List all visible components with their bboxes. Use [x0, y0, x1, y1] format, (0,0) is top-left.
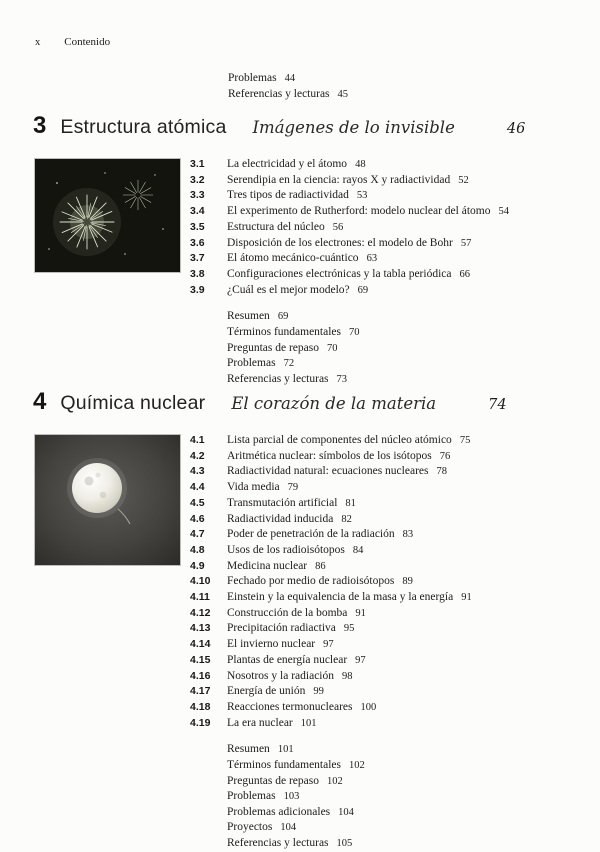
section-number: 4.9	[190, 559, 205, 572]
page-folio: x	[35, 37, 41, 48]
continuation-page-number: 44	[284, 73, 296, 84]
section-title: Precipitación radiactiva	[227, 622, 336, 635]
chapter-subtitle: Imágenes de lo invisible	[252, 118, 455, 137]
section-page-number: 54	[498, 206, 509, 218]
endmatter-page-number: 73	[336, 373, 348, 385]
section-title: Radiactividad natural: ecuaciones nucleares	[227, 465, 429, 478]
previous-chapter-continuation	[228, 71, 348, 102]
toc-section-row	[190, 606, 600, 622]
endmatter-label: Referencias y lecturas	[227, 836, 329, 849]
chapter-4-block	[0, 388, 600, 852]
toc-section-row	[190, 621, 600, 637]
section-page-number: 95	[343, 623, 355, 635]
section-title: El átomo mecánico-cuántico	[227, 252, 359, 265]
section-title: Usos de los radioisótopos	[227, 543, 345, 556]
section-number: 4.14	[190, 638, 211, 651]
moon-photo	[35, 435, 180, 565]
endmatter-row	[227, 325, 600, 341]
endmatter-row	[227, 805, 600, 821]
endmatter-row	[227, 789, 600, 805]
section-number: 4.6	[190, 512, 205, 525]
toc-section-row	[190, 433, 600, 449]
section-number: 4.10	[190, 575, 211, 588]
section-page-number: 69	[357, 284, 369, 296]
continuation-row	[228, 87, 348, 103]
endmatter-label: Resumen	[227, 743, 270, 756]
endmatter-page-number: 69	[277, 311, 289, 323]
endmatter-row	[227, 341, 600, 357]
endmatter-label: Términos fundamentales	[227, 325, 342, 338]
section-page-number: 48	[355, 159, 366, 170]
continuation-label: Problemas	[228, 72, 277, 84]
section-number: 3.6	[190, 236, 205, 249]
chapter-page-number: 74	[488, 397, 507, 413]
section-page-number: 83	[402, 529, 414, 541]
section-title: Estructura del núcleo	[227, 220, 325, 233]
section-page-number: 91	[355, 607, 366, 619]
contents-header: Contenido	[64, 36, 111, 48]
section-title: Transmutación artificial	[227, 496, 338, 509]
toc-section-row	[190, 669, 600, 685]
section-page-number: 63	[366, 253, 378, 265]
endmatter-page-number: 70	[349, 326, 360, 338]
chapter-heading	[33, 388, 600, 416]
section-page-number: 101	[300, 717, 317, 729]
toc-section-row	[190, 449, 600, 465]
section-page-number: 97	[355, 654, 366, 666]
section-title: El invierno nuclear	[227, 638, 316, 651]
section-number: 4.4	[190, 481, 205, 494]
toc-section-row	[190, 188, 600, 204]
section-number: 3.3	[190, 189, 205, 202]
section-number: 3.8	[190, 267, 205, 280]
toc-section-row	[190, 236, 600, 252]
toc-section-row	[190, 173, 600, 189]
section-number: 4.7	[190, 528, 205, 541]
section-page-number: 91	[461, 592, 472, 604]
section-page-number: 57	[460, 237, 472, 249]
endmatter-label: Preguntas de repaso	[227, 341, 319, 354]
section-page-number: 75	[459, 435, 471, 446]
toc-section-row	[190, 716, 600, 732]
section-title: Vida media	[227, 481, 280, 494]
section-title: Aritmética nuclear: símbolos de los isótopos	[227, 449, 432, 462]
section-number: 4.12	[190, 606, 211, 619]
section-page-number: 97	[323, 639, 334, 651]
endmatter-page-number: 102	[326, 775, 343, 787]
section-page-number: 89	[402, 576, 413, 588]
chapter-page-number: 46	[506, 121, 526, 137]
endmatter-label: Problemas	[227, 357, 276, 370]
section-title: Plantas de energía nuclear	[227, 653, 348, 666]
toc-section-row	[190, 527, 600, 543]
section-title: Radiactividad inducida	[227, 512, 334, 525]
section-title: Tres tipos de radiactividad	[227, 189, 349, 202]
toc-section-row	[190, 700, 600, 716]
section-page-number: 56	[332, 221, 344, 233]
toc-section-row	[190, 543, 600, 559]
endmatter-label: Preguntas de repaso	[227, 774, 319, 787]
toc-section-row	[190, 251, 600, 267]
section-title: La electricidad y el átomo	[227, 158, 348, 170]
endmatter-page-number: 104	[280, 822, 297, 834]
toc-section-row	[190, 204, 600, 220]
section-number: 4.5	[190, 496, 205, 509]
section-number: 4.11	[190, 591, 210, 604]
endmatter-label: Proyectos	[227, 821, 273, 834]
endmatter-row	[227, 356, 600, 372]
chapter-3-endmatter	[227, 309, 600, 387]
toc-section-row	[190, 512, 600, 528]
section-number: 3.4	[190, 205, 205, 218]
section-number: 3.9	[190, 283, 205, 296]
endmatter-row	[227, 836, 600, 852]
toc-section-row	[190, 464, 600, 480]
section-title: Medicina nuclear	[227, 559, 308, 572]
section-number: 4.8	[190, 543, 205, 556]
section-title: El experimento de Rutherford: modelo nuclear del átomo	[227, 205, 491, 218]
section-page-number: 76	[439, 450, 451, 462]
endmatter-page-number: 72	[283, 358, 295, 370]
fireworks-photo	[35, 159, 180, 272]
section-page-number: 100	[360, 701, 377, 713]
endmatter-page-number: 102	[349, 759, 365, 771]
section-title: La era nuclear	[227, 716, 293, 729]
section-page-number: 79	[287, 482, 299, 494]
section-title: ¿Cuál es el mejor modelo?	[227, 283, 350, 296]
toc-section-row	[190, 157, 600, 173]
chapter-title: Estructura atómica	[60, 116, 227, 138]
chapter-body	[0, 433, 600, 852]
section-page-number: 99	[313, 686, 324, 698]
chapter-4-endmatter	[227, 742, 600, 851]
section-number: 4.13	[190, 622, 211, 635]
chapter-subtitle: El corazón de la materia	[231, 394, 437, 413]
section-title: Disposición de los electrones: el modelo de Bohr	[227, 236, 453, 249]
toc-section-row	[190, 574, 600, 590]
section-number: 3.1	[190, 158, 205, 170]
section-title: Nosotros y la radiación	[227, 669, 334, 682]
section-page-number: 98	[342, 670, 353, 682]
chapter-title: Química nuclear	[60, 392, 206, 414]
endmatter-label: Resumen	[227, 310, 270, 323]
toc-section-row	[190, 637, 600, 653]
endmatter-page-number: 105	[336, 837, 353, 849]
section-title: Serendipia en la ciencia: rayos X y radiactividad	[227, 173, 451, 186]
section-number: 4.1	[190, 434, 205, 446]
section-title: Energía de unión	[227, 685, 306, 698]
continuation-row	[228, 71, 348, 87]
chapter-heading	[33, 112, 600, 140]
running-head	[35, 36, 110, 48]
section-title: Reacciones termonucleares	[227, 700, 353, 713]
endmatter-page-number: 101	[277, 744, 294, 756]
endmatter-row	[227, 309, 600, 325]
toc-section-row	[190, 267, 600, 283]
endmatter-label: Problemas adicionales	[227, 805, 331, 818]
section-page-number: 86	[315, 560, 326, 572]
section-number: 4.16	[190, 669, 211, 682]
section-title: Construcción de la bomba	[227, 606, 348, 619]
endmatter-row	[227, 820, 600, 836]
section-number: 4.19	[190, 716, 211, 729]
toc-section-row	[190, 653, 600, 669]
endmatter-label: Términos fundamentales	[227, 758, 342, 771]
section-page-number: 81	[345, 497, 356, 509]
chapter-number: 3	[33, 112, 47, 139]
section-title: Einstein y la equivalencia de la masa y la energía	[227, 591, 454, 604]
toc-section-row	[190, 496, 600, 512]
section-page-number: 53	[356, 190, 368, 202]
endmatter-row	[227, 742, 600, 758]
section-number: 4.15	[190, 653, 211, 666]
section-title: Configuraciones electrónicas y la tabla periódica	[227, 267, 452, 280]
section-page-number: 66	[459, 268, 470, 280]
toc-section-row	[190, 684, 600, 700]
section-number: 4.3	[190, 465, 205, 478]
toc-section-row	[190, 480, 600, 496]
section-number: 4.17	[190, 685, 211, 698]
chapter-number: 4	[33, 388, 47, 415]
toc-section-row	[190, 559, 600, 575]
continuation-label: Referencias y lecturas	[228, 87, 330, 100]
chapter-body	[0, 157, 600, 387]
section-title: Lista parcial de componentes del núcleo atómico	[227, 434, 452, 446]
endmatter-row	[227, 758, 600, 774]
endmatter-row	[227, 774, 600, 790]
section-number: 4.2	[190, 449, 205, 462]
endmatter-label: Problemas	[227, 790, 276, 803]
endmatter-row	[227, 372, 600, 388]
section-number: 4.18	[190, 700, 211, 713]
endmatter-label: Referencias y lecturas	[227, 372, 329, 385]
endmatter-page-number: 103	[283, 791, 300, 803]
toc-section-row	[190, 220, 600, 236]
endmatter-page-number: 104	[338, 806, 354, 818]
section-page-number: 78	[436, 466, 447, 478]
toc-section-row	[190, 283, 600, 299]
chapter-4-section-list	[190, 433, 600, 731]
section-page-number: 52	[458, 174, 469, 186]
section-number: 3.5	[190, 220, 205, 233]
endmatter-page-number: 70	[326, 342, 338, 354]
section-title: Fechado por medio de radioisótopos	[227, 575, 395, 588]
section-page-number: 84	[352, 544, 364, 556]
chapter-3-section-list	[190, 157, 600, 298]
continuation-page-number: 45	[337, 88, 349, 100]
toc-section-row	[190, 590, 600, 606]
section-title: Poder de penetración de la radiación	[227, 528, 395, 541]
section-number: 3.7	[190, 252, 205, 265]
section-page-number: 82	[341, 513, 352, 525]
chapter-3-block	[0, 112, 600, 387]
section-number: 3.2	[190, 173, 205, 186]
